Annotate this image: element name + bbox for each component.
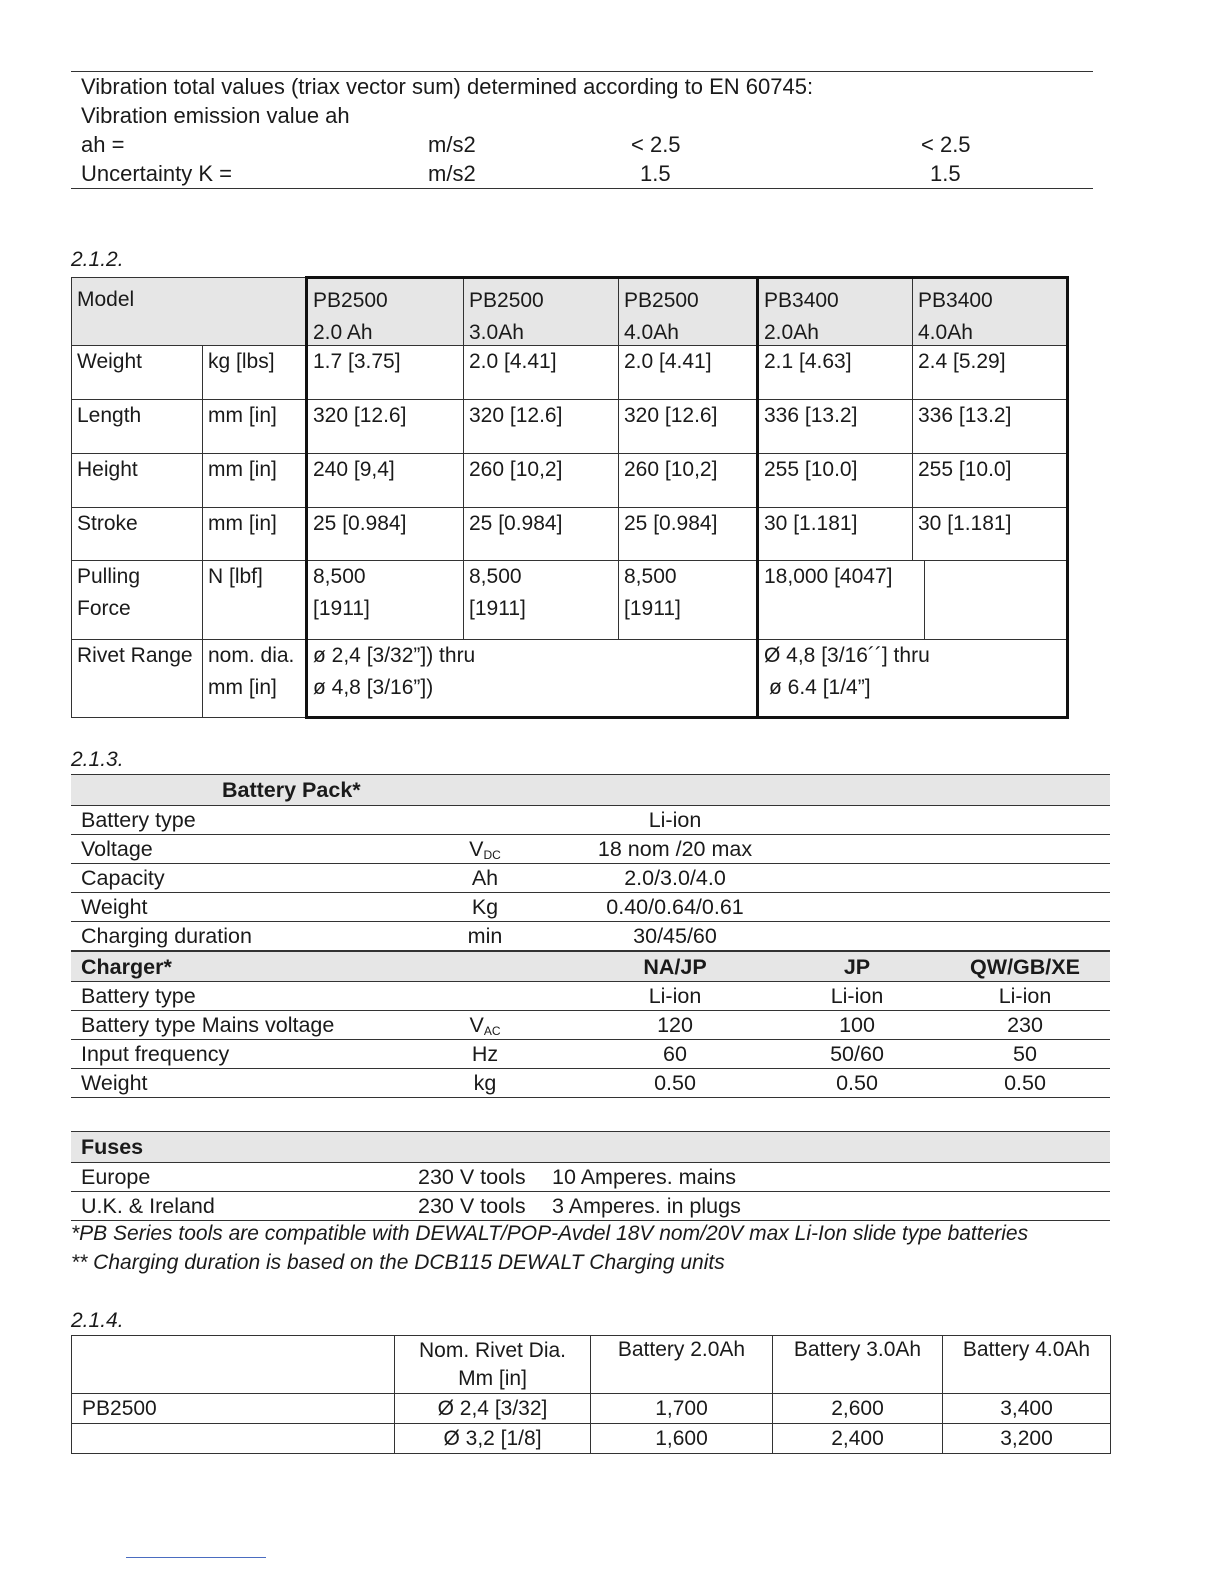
battery-pack-header: Battery Pack* (71, 775, 1110, 806)
model-label: Model (77, 288, 135, 311)
capacity-row: Ø 3,2 [1/8] 1,600 2,400 3,200 (72, 1424, 1111, 1454)
vib-unit: m/s2 (428, 161, 476, 186)
vib-value: 1.5 (930, 161, 961, 186)
model-header: PB2500 2.0 Ah (307, 278, 464, 346)
vib-label: ah = (81, 132, 125, 157)
fuses-header: Fuses (71, 1132, 1110, 1163)
model-header: PB2500 4.0Ah (619, 278, 758, 346)
model-header: PB3400 4.0Ah (913, 278, 1068, 346)
model-header: PB2500 3.0Ah (464, 278, 619, 346)
rivet-capacity-table (71, 1335, 1111, 1454)
spec-row-rivet-range: Rivet Range nom. dia. mm [in] ø 2,4 [3/32”]) thru ø 4,8 [3/16”]) Ø 4,8 [3/16´´] thru ø 6.4 [1/4”] (72, 640, 1068, 718)
charger-row: Input frequency Hz 60 50/60 50 (71, 1040, 1110, 1069)
battery-row: Battery type Li-ion (71, 806, 1110, 835)
section-2-1-4: 2.1.4. (71, 1309, 124, 1332)
charger-row: Battery type Mains voltage $V_{AC}$ 120 100 230 (71, 1011, 1110, 1040)
section-2-1-2: 2.1.2. (71, 248, 124, 271)
fuses-table (71, 1131, 1110, 1221)
spec-header-row (72, 278, 1068, 346)
vib-unit: m/s2 (428, 132, 476, 157)
spec-row-length: Length mm [in] 320 [12.6] 320 [12.6] 320 [12.6] 336 [13.2] 336 [13.2] (72, 400, 1068, 454)
footnote-charging: ** Charging duration is based on the DCB115 DEWALT Charging units (71, 1251, 725, 1274)
model-header: PB3400 2.0Ah (758, 278, 913, 346)
vibration-block (71, 71, 1093, 189)
spec-row-weight: Weight kg [lbs] 1.7 [3.75] 2.0 [4.41] 2.0 [4.41] 2.1 [4.63] 2.4 [5.29] (72, 346, 1068, 400)
spec-row-stroke: Stroke mm [in] 25 [0.984] 25 [0.984] 25 [0.984] 30 [1.181] 30 [1.181] (72, 508, 1068, 561)
spec-row-pulling-force: Pulling Force N [lbf] 8,500 [1911] 8,500 [1911] 8,500 [1911] 18,000 [4047] (72, 561, 1068, 640)
battery-charger-table (71, 774, 1110, 1098)
vib-value: 1.5 (640, 161, 671, 186)
fuse-row: Europe 230 V tools 10 Amperes. mains (71, 1163, 1110, 1192)
vibration-row-uncertainty (71, 159, 1093, 188)
vib-label: Uncertainty K = (81, 161, 233, 186)
battery-row: Weight Kg 0.40/0.64/0.61 (71, 893, 1110, 922)
fuse-row: U.K. & Ireland 230 V tools 3 Amperes. in plugs (71, 1192, 1110, 1221)
section-2-1-3: 2.1.3. (71, 748, 124, 771)
vibration-line1: Vibration total values (triax vector sum) determined according to EN 60745: (81, 74, 814, 99)
vib-value: < 2.5 (921, 132, 971, 157)
charger-header: Charger* NA/JP JP QW/GB/XE (71, 951, 1110, 982)
vib-value: < 2.5 (631, 132, 681, 157)
capacity-row: PB2500 Ø 2,4 [3/32] 1,700 2,600 3,400 (72, 1394, 1111, 1424)
battery-row: Voltage $V_{DC}$ 18 nom /20 max (71, 835, 1110, 864)
battery-row: Charging duration min 30/45/60 (71, 922, 1110, 951)
battery-row: Capacity Ah 2.0/3.0/4.0 (71, 864, 1110, 893)
spec-table (71, 276, 1069, 719)
vibration-row-ah (71, 130, 1093, 159)
charger-row: Battery type Li-ion Li-ion Li-ion (71, 982, 1110, 1011)
spec-row-height: Height mm [in] 240 [9,4] 260 [10,2] 260 [10,2] 255 [10.0] 255 [10.0] (72, 454, 1068, 508)
capacity-header-row: Nom. Rivet Dia. Mm [in] Battery 2.0Ah Battery 3.0Ah Battery 4.0Ah (72, 1336, 1111, 1394)
page-link-underline (126, 1557, 266, 1558)
charger-row: Weight kg 0.50 0.50 0.50 (71, 1069, 1110, 1098)
footnote-compatibility: *PB Series tools are compatible with DEWALT/POP-Avdel 18V nom/20V max Li-Ion slide type batteries (71, 1222, 1029, 1245)
vibration-line2: Vibration emission value ah (81, 103, 350, 128)
